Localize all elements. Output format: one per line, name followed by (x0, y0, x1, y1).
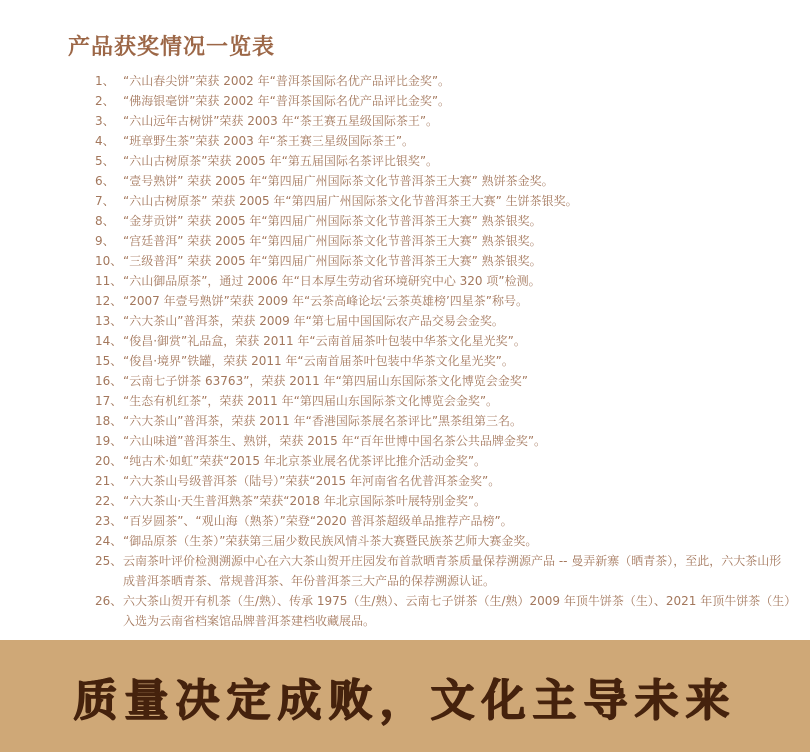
award-list-item (95, 411, 792, 431)
award-item-text: “班章野生茶”荣获 2003 年“茶王赛三星级国际茶王”。 (123, 134, 415, 148)
award-list-item (95, 591, 792, 631)
award-list-item (95, 531, 792, 551)
award-list-item (95, 351, 792, 371)
award-item-number: 19、 (95, 434, 123, 448)
award-item-number: 2、 (95, 94, 115, 108)
award-list-item (95, 451, 792, 471)
award-item-text: “六大茶山号级普洱茶（陆号）”荣获“2015 年河南省名优普洱茶金奖”。 (123, 474, 501, 488)
award-item-text: “百岁圆茶”、“观山海（熟茶）”荣登“2020 普洱茶超级单品推荐产品榜”。 (123, 514, 513, 528)
award-list-item (95, 391, 792, 411)
award-list-item (95, 231, 792, 251)
award-item-text: “六山味道”普洱茶生、熟饼，荣获 2015 年“百年世博中国名茶公共品牌金奖”。 (123, 434, 547, 448)
award-list-item (95, 211, 792, 231)
award-list-item (95, 371, 792, 391)
award-item-text: “六山古树原茶” 荣获 2005 年“第四届广州国际茶文化节普洱茶王大赛” 生饼茶银奖。 (123, 194, 578, 208)
award-list-item (95, 291, 792, 311)
award-list-item (95, 91, 792, 111)
award-item-number: 26、 (95, 594, 123, 608)
award-item-number: 14、 (95, 334, 123, 348)
award-item-number: 13、 (95, 314, 123, 328)
award-item-text: “六山远年古树饼”荣获 2003 年“茶王赛五星级国际茶王”。 (123, 114, 439, 128)
award-item-text: 云南茶叶评价检测溯源中心在六大茶山贺开庄园发布首款晒青茶质量保荐溯源产品 -- 曼弄新寨（晒青茶），至此，六大茶山形成普洱茶晒青茶、常规普洱茶、年份普洱茶三大产品的保荐溯源认证。 (123, 554, 782, 588)
award-item-text: “六山春尖饼”荣获 2002 年“普洱茶国际名优产品评比金奖”。 (123, 74, 451, 88)
award-item-text: “生态有机红茶”，荣获 2011 年“第四届山东国际茶文化博览会金奖”。 (123, 394, 499, 408)
award-item-text: “2007 年壹号熟饼”荣获 2009 年“云茶高峰论坛‘云茶英雄榜’四星茶”称号。 (123, 294, 529, 308)
award-list-item (95, 311, 792, 331)
award-item-text: “俊昌·御赏”礼品盒，荣获 2011 年“云南首届茶叶包装中华茶文化星光奖”。 (123, 334, 526, 348)
page-title: 产品获奖情况一览表 (68, 35, 276, 60)
award-item-number: 12、 (95, 294, 123, 308)
award-item-number: 25、 (95, 554, 123, 568)
award-item-number: 7、 (95, 194, 115, 208)
award-list-item (95, 171, 792, 191)
award-item-number: 24、 (95, 534, 123, 548)
award-item-number: 4、 (95, 134, 115, 148)
award-item-text: “六大茶山·天生普洱熟茶”荣获“2018 年北京国际茶叶展特别金奖”。 (123, 494, 487, 508)
award-list-item (95, 191, 792, 211)
award-item-number: 10、 (95, 254, 123, 268)
award-item-text: “俊昌·境界”铁罐，荣获 2011 年“云南首届茶叶包装中华茶文化星光奖”。 (123, 354, 514, 368)
award-item-number: 21、 (95, 474, 123, 488)
award-list-item (95, 431, 792, 451)
award-item-number: 20、 (95, 454, 123, 468)
award-item-text: “御品原茶（生茶）”荣获第三届少数民族风情斗茶大赛暨民族茶艺师大赛金奖。 (123, 534, 538, 548)
award-list-item (95, 491, 792, 511)
award-item-text: “佛海银毫饼”荣获 2002 年“普洱茶国际名优产品评比金奖”。 (123, 94, 451, 108)
award-list-item (95, 551, 792, 591)
award-item-text: “六山御品原茶”，通过 2006 年“日本厚生劳动省环境研究中心 320 项”检测。 (123, 274, 541, 288)
award-item-text: “六大茶山”普洱茶，荣获 2011 年“香港国际茶展名茶评比”黑茶组第三名。 (123, 414, 523, 428)
award-list-item (95, 511, 792, 531)
award-item-number: 5、 (95, 154, 115, 168)
award-item-number: 1、 (95, 74, 115, 88)
award-list-item (95, 271, 792, 291)
footer-banner (0, 640, 810, 752)
award-list-item (95, 251, 792, 271)
award-item-number: 15、 (95, 354, 123, 368)
award-item-text: 六大茶山贺开有机茶（生/熟）、传承 1975（生/熟）、云南七子饼茶（生/熟）2009 年顶牛饼茶（生）、2021 年顶牛饼茶（生）入选为云南省档案馆品牌普洱茶建档收藏展品。 (123, 594, 791, 628)
award-item-number: 18、 (95, 414, 123, 428)
award-item-number: 16、 (95, 374, 123, 388)
award-item-text: “宫廷普洱” 荣获 2005 年“第四届广州国际茶文化节普洱茶王大赛” 熟茶银奖。 (123, 234, 542, 248)
award-item-number: 8、 (95, 214, 115, 228)
award-list-item (95, 131, 792, 151)
award-item-number: 9、 (95, 234, 115, 248)
award-item-text: “云南七子饼茶 63763”，荣获 2011 年“第四届山东国际茶文化博览会金奖” (123, 374, 529, 388)
footer-slogan: 质量决定成败，文化主导未来 (73, 675, 737, 726)
award-item-text: “金芽贡饼” 荣获 2005 年“第四届广州国际茶文化节普洱茶王大赛” 熟茶银奖。 (123, 214, 542, 228)
award-item-text: “六大茶山”普洱茶，荣获 2009 年“第七届中国国际农产品交易会金奖。 (123, 314, 504, 328)
award-list-item (95, 331, 792, 351)
award-list-item (95, 111, 792, 131)
award-item-text: “壹号熟饼” 荣获 2005 年“第四届广州国际茶文化节普洱茶王大赛” 熟饼茶金奖。 (123, 174, 554, 188)
award-item-number: 6、 (95, 174, 115, 188)
award-item-number: 23、 (95, 514, 123, 528)
award-item-number: 22、 (95, 494, 123, 508)
award-item-text: “纯古术·如虹”荣获“2015 年北京茶业展名优茶评比推介活动金奖”。 (123, 454, 487, 468)
award-list-item (95, 151, 792, 171)
award-list-item (95, 71, 792, 91)
awards-list (95, 71, 792, 631)
award-item-number: 3、 (95, 114, 115, 128)
award-list-item (95, 471, 792, 491)
award-item-number: 17、 (95, 394, 123, 408)
award-item-text: “六山古树原茶”荣获 2005 年“第五届国际名茶评比银奖”。 (123, 154, 439, 168)
award-item-number: 11、 (95, 274, 123, 288)
award-item-text: “三级普洱” 荣获 2005 年“第四届广州国际茶文化节普洱茶王大赛” 熟茶银奖。 (123, 254, 542, 268)
